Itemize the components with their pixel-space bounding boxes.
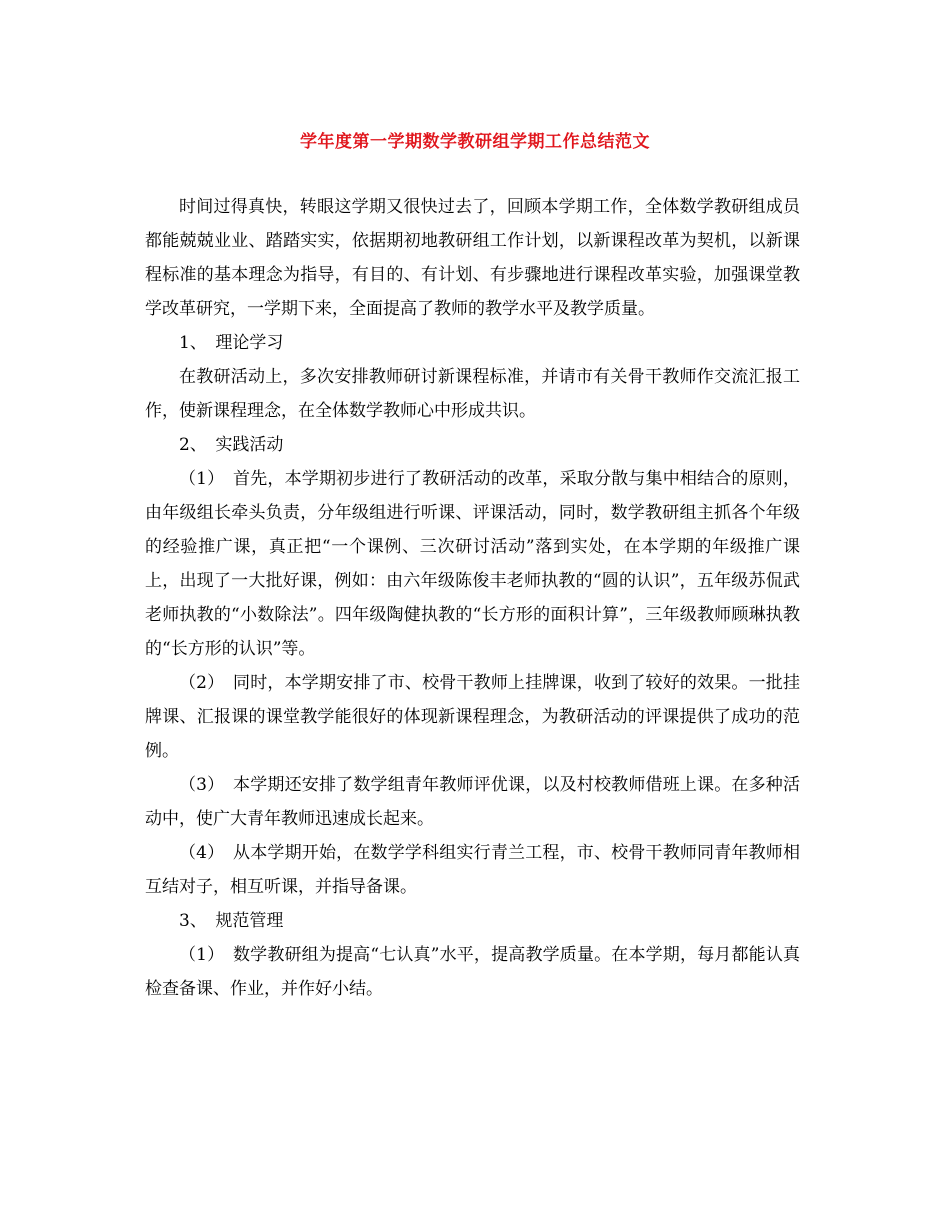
theory-paragraph: 在教研活动上，多次安排教师研讨新课程标准，并请市有关骨干教师作交流汇报工作，使新课程理念，在全体数学教师心中形成共识。	[145, 367, 800, 421]
section-heading-management: 3、 规范管理	[179, 911, 284, 931]
practice-item-4: （4） 从本学期开始，在数学学科组实行青兰工程，市、校骨干教师同青年教师相互结对子，相互听课，并指导备课。	[145, 843, 800, 897]
section-heading-theory: 1、 理论学习	[179, 333, 284, 353]
document-title: 学年度第一学期数学教研组学期工作总结范文	[300, 132, 650, 152]
practice-item-1: （1） 首先，本学期初步进行了教研活动的改革，采取分散与集中相结合的原则，由年级组长牵头负责，分年级组进行听课、评课活动，同时，数学教研组主抓各个年级的经验推广课，真正把“一个课例、三次研讨活动”落到实处，在本学期的年级推广课上，出现了一大批好课，例如：由六年级陈俊丰老师执教的“圆的认识”，五年级苏侃武老师执教的“小数除法”。四年级陶健执教的“长方形的面积计算”，三年级教师顾琳执教的“长方形的认识”等。	[145, 469, 800, 659]
document-body	[145, 190, 800, 1006]
management-item-1: （1） 数学教研组为提高“七认真”水平，提高教学质量。在本学期，每月都能认真检查备课、作业，并作好小结。	[145, 945, 800, 999]
practice-item-3: （3） 本学期还安排了数学组青年教师评优课，以及村校教师借班上课。在多种活动中，使广大青年教师迅速成长起来。	[145, 775, 800, 829]
practice-item-2: （2） 同时，本学期安排了市、校骨干教师上挂牌课，收到了较好的效果。一批挂牌课、汇报课的课堂教学能很好的体现新课程理念，为教研活动的评课提供了成功的范例。	[145, 673, 800, 761]
section-heading-practice: 2、 实践活动	[179, 435, 284, 455]
intro-paragraph: 时间过得真快，转眼这学期又很快过去了，回顾本学期工作，全体数学教研组成员都能兢兢业业、踏踏实实，依据期初地教研组工作计划，以新课程改革为契机，以新课程标准的基本理念为指导，有目的、有计划、有步骤地进行课程改革实验，加强课堂教学改革研究，一学期下来，全面提高了教师的教学水平及教学质量。	[145, 197, 800, 319]
